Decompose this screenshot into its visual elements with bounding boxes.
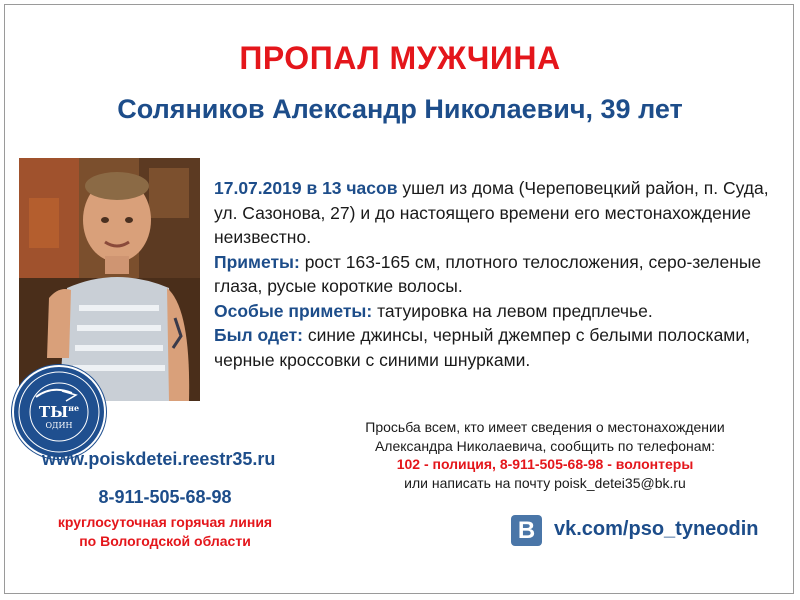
clothes-text: синие джинсы, черный джемпер с белыми полосками, черные кроссовки с синими шнурками. [214, 325, 750, 370]
website-link[interactable]: www.poiskdetei.reestr35.ru [42, 449, 276, 469]
logo-ne-text: не [68, 403, 80, 413]
vk-icon[interactable]: B [511, 515, 542, 546]
missing-person-name: Соляников Александр Николаевич, 39 лет [117, 94, 683, 124]
request-block [325, 418, 765, 492]
description-paragraph [214, 176, 784, 250]
request-phones: 102 - полиция, 8-911-505-68-98 - волонтеры [396, 456, 694, 472]
vk-link[interactable]: vk.com/pso_tyneodin [554, 518, 759, 540]
poster-title: ПРОПАЛ МУЖЧИНА [239, 40, 561, 76]
poisk-logo [12, 365, 106, 459]
clothes-paragraph [214, 323, 784, 372]
circumstances-text: ушел из дома (Череповецкий район, п. Суда, ул. Сазонова, 27) и до настоящего времени его местонахождение неизвестно. [214, 178, 769, 247]
date-time: 17.07.2019 в 13 часов [214, 178, 398, 198]
signs-label: Приметы: [214, 251, 300, 272]
hotline-line-1: круглосуточная горячая линия [57, 514, 273, 530]
missing-person-photo [19, 158, 200, 401]
logo-odin-text: ОДИН [45, 421, 73, 430]
hotline-line-2: по Вологодской области [79, 533, 251, 549]
special-signs-paragraph [214, 299, 784, 324]
special-signs-label: Особые приметы: [214, 300, 373, 321]
request-email: или написать на почту poisk_detei35@bk.ru [404, 474, 686, 491]
hotline-phone[interactable]: 8-911-505-68-98 [98, 487, 232, 507]
signs-text: рост 163-165 см, плотного телосложения, серо-зеленые глаза, русые короткие волосы. [214, 251, 762, 296]
description-block [214, 176, 784, 372]
clothes-label: Был одет: [214, 325, 303, 345]
logo-ty-text: ТЫ [38, 403, 69, 421]
request-line-1: Просьба всем, кто имеет сведения о местонахождении [365, 419, 725, 435]
hotline-description [20, 513, 310, 551]
special-signs-text: татуировка на левом предплечье. [372, 300, 653, 321]
signs-paragraph [214, 250, 784, 299]
request-line-2: Александра Николаевича, сообщить по телефонам: [374, 437, 716, 454]
